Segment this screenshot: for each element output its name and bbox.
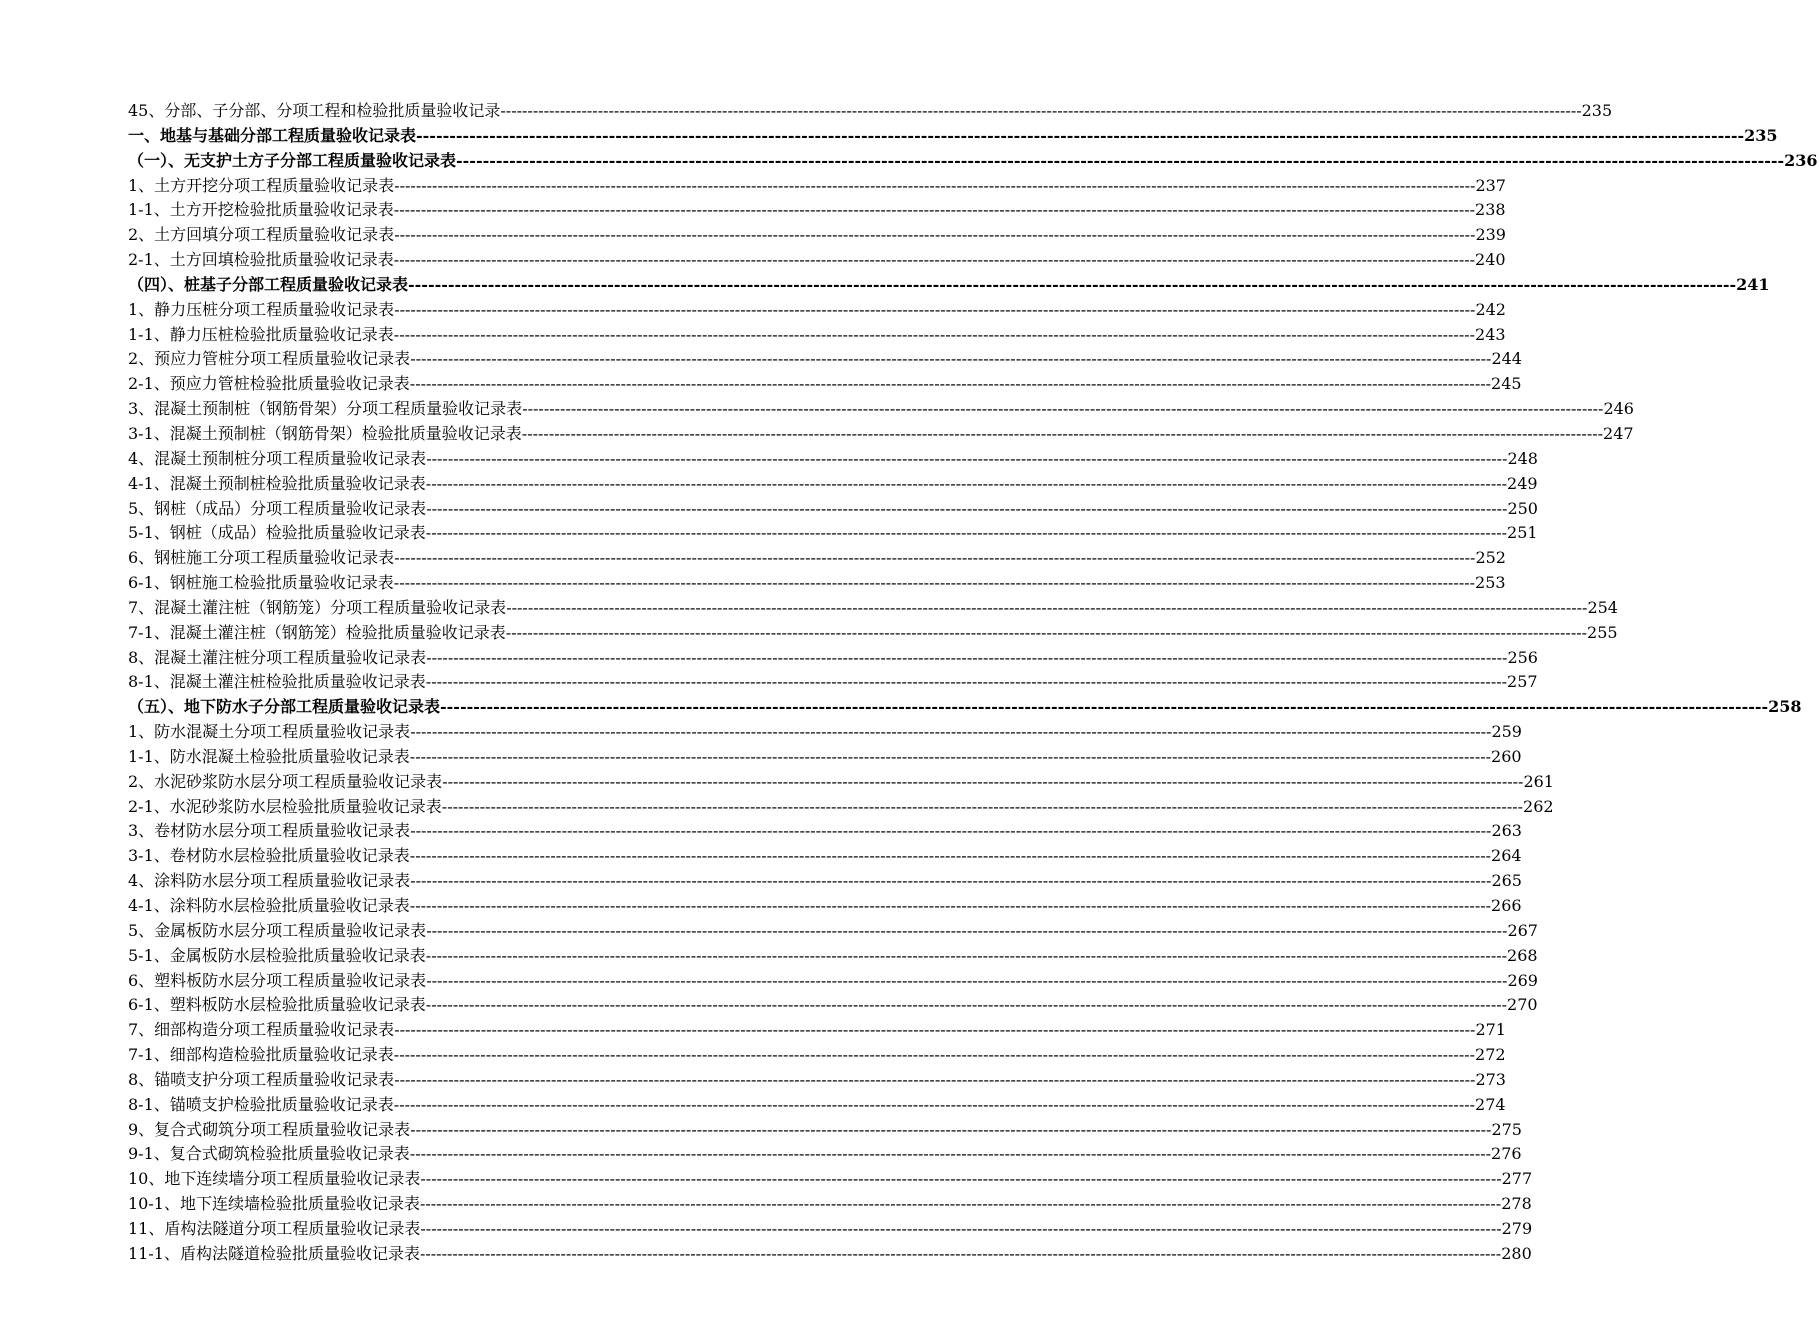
toc-entry[interactable] bbox=[128, 1142, 1522, 1167]
toc-entry-title: 5、钢桩（成品）分项工程质量验收记录表 bbox=[128, 498, 427, 518]
toc-page-number: 254 bbox=[1587, 597, 1618, 617]
toc-leader-dashes: -------------------------------------------------------------------------------------------------------------------------------------------------------------------------------------------------------- bbox=[506, 597, 1588, 617]
toc-entry[interactable] bbox=[128, 969, 1538, 994]
toc-page-number: 263 bbox=[1491, 821, 1522, 841]
toc-leader-dashes: -------------------------------------------------------------------------------------------------------------------------------------------------------------------------------------------------------- bbox=[500, 101, 1582, 120]
toc-entry[interactable] bbox=[128, 447, 1538, 472]
toc-entry-title: 10、地下连续墙分项工程质量验收记录表 bbox=[128, 1169, 421, 1189]
toc-page-number: 236 bbox=[1784, 150, 1818, 170]
toc-entry-title: 6-1、钢桩施工检验批质量验收记录表 bbox=[128, 573, 394, 593]
toc-page-number: 268 bbox=[1507, 945, 1538, 965]
toc-entry[interactable] bbox=[128, 174, 1506, 199]
toc-section-heading[interactable] bbox=[128, 273, 1770, 298]
toc-leader-dashes: -------------------------------------------------------------------------------------------------------------------------------------------------------------------------------------------------------- bbox=[505, 622, 1588, 642]
toc-entry-title: 2、预应力管桩分项工程质量验收记录表 bbox=[128, 349, 411, 369]
toc-page-number: 278 bbox=[1501, 1194, 1532, 1214]
toc-page-number: 245 bbox=[1491, 374, 1522, 394]
toc-entry-title: 9、复合式砌筑分项工程质量验收记录表 bbox=[128, 1119, 411, 1139]
toc-entry-title: 9-1、复合式砌筑检验批质量验收记录表 bbox=[128, 1144, 410, 1164]
toc-page-number: 242 bbox=[1475, 299, 1506, 319]
toc-entry-title: 4-1、涂料防水层检验批质量验收记录表 bbox=[128, 896, 410, 915]
toc-entry-title: 6、塑料板防水层分项工程质量验收记录表 bbox=[128, 970, 427, 990]
toc-entry-title: 45、分部、子分部、分项工程和检验批质量验收记录 bbox=[128, 101, 501, 120]
toc-entry-title: 3、混凝土预制桩（钢筋骨架）分项工程质量验收记录表 bbox=[128, 399, 523, 419]
toc-entry-title: 2、水泥砂浆防水层分项工程质量验收记录表 bbox=[128, 771, 443, 791]
toc-page-number: 269 bbox=[1507, 970, 1538, 990]
toc-leader-dashes: -------------------------------------------------------------------------------------------------------------------------------------------------------------------------------------------------------- bbox=[409, 896, 1492, 915]
toc-entry-title: 1-1、静力压桩检验批质量验收记录表 bbox=[128, 324, 394, 344]
toc-leader-dashes: -------------------------------------------------------------------------------------------------------------------------------------------------------------------------------------------------------- bbox=[408, 274, 1737, 294]
toc-leader-dashes: -------------------------------------------------------------------------------------------------------------------------------------------------------------------------------------------------------- bbox=[425, 995, 1508, 1015]
toc-page-number: 248 bbox=[1507, 448, 1538, 468]
toc-entry[interactable] bbox=[128, 347, 1522, 372]
toc-page-number: 270 bbox=[1507, 995, 1538, 1015]
toc-entry-title: 4-1、混凝土预制桩检验批质量验收记录表 bbox=[128, 473, 426, 493]
toc-page-number: 274 bbox=[1475, 1094, 1506, 1114]
toc-entry[interactable] bbox=[128, 571, 1506, 596]
toc-entry[interactable] bbox=[128, 422, 1634, 447]
toc-entry[interactable] bbox=[128, 1242, 1532, 1267]
toc-leader-dashes: -------------------------------------------------------------------------------------------------------------------------------------------------------------------------------------------------------- bbox=[425, 523, 1508, 543]
toc-entry[interactable] bbox=[128, 99, 1613, 124]
toc-entry-title: 3-1、卷材防水层检验批质量验收记录表 bbox=[128, 846, 410, 866]
toc-entry-title: 1、静力压桩分项工程质量验收记录表 bbox=[128, 299, 395, 319]
toc-page-number: 276 bbox=[1491, 1144, 1522, 1164]
toc-page-number: 267 bbox=[1507, 920, 1538, 940]
toc-entry-title: 10-1、地下连续墙检验批质量验收记录表 bbox=[128, 1194, 420, 1214]
toc-page-number: 239 bbox=[1475, 225, 1506, 245]
toc-entry-title: 4、涂料防水层分项工程质量验收记录表 bbox=[128, 871, 411, 891]
toc-page-number: 256 bbox=[1507, 647, 1538, 667]
toc-page-number: 259 bbox=[1491, 722, 1522, 742]
toc-entry-title: 11-1、盾构法隧道检验批质量验收记录表 bbox=[128, 1243, 420, 1263]
toc-leader-dashes: -------------------------------------------------------------------------------------------------------------------------------------------------------------------------------------------------------- bbox=[394, 548, 1476, 568]
toc-leader-dashes: -------------------------------------------------------------------------------------------------------------------------------------------------------------------------------------------------------- bbox=[393, 200, 1476, 220]
toc-page-number: 240 bbox=[1475, 250, 1506, 270]
toc-entry[interactable] bbox=[128, 770, 1554, 795]
toc-entry[interactable] bbox=[128, 894, 1522, 919]
toc-entry-title: 7、混凝土灌注桩（钢筋笼）分项工程质量验收记录表 bbox=[128, 597, 507, 617]
toc-entry-title: 2、土方回填分项工程质量验收记录表 bbox=[128, 225, 395, 245]
toc-page-number: 265 bbox=[1491, 871, 1522, 891]
toc-entry[interactable] bbox=[128, 919, 1538, 944]
toc-entry-title: 3、卷材防水层分项工程质量验收记录表 bbox=[128, 821, 411, 841]
toc-page-number: 261 bbox=[1523, 771, 1554, 791]
toc-leader-dashes: -------------------------------------------------------------------------------------------------------------------------------------------------------------------------------------------------------- bbox=[416, 125, 1745, 145]
toc-entry[interactable] bbox=[128, 1043, 1506, 1068]
toc-page-number: 237 bbox=[1475, 175, 1506, 195]
toc-leader-dashes: -------------------------------------------------------------------------------------------------------------------------------------------------------------------------------------------------------- bbox=[456, 150, 1785, 170]
toc-leader-dashes: -------------------------------------------------------------------------------------------------------------------------------------------------------------------------------------------------------- bbox=[393, 1045, 1476, 1065]
toc-entry[interactable] bbox=[128, 497, 1538, 522]
toc-leader-dashes: -------------------------------------------------------------------------------------------------------------------------------------------------------------------------------------------------------- bbox=[419, 1243, 1502, 1263]
toc-leader-dashes: -------------------------------------------------------------------------------------------------------------------------------------------------------------------------------------------------------- bbox=[425, 945, 1508, 965]
toc-entry-title: 7、细部构造分项工程质量验收记录表 bbox=[128, 1020, 395, 1040]
toc-page-number: 255 bbox=[1587, 622, 1618, 642]
toc-entry[interactable] bbox=[128, 323, 1506, 348]
toc-entry[interactable] bbox=[128, 869, 1522, 894]
toc-leader-dashes: -------------------------------------------------------------------------------------------------------------------------------------------------------------------------------------------------------- bbox=[426, 970, 1508, 990]
toc-leader-dashes: -------------------------------------------------------------------------------------------------------------------------------------------------------------------------------------------------------- bbox=[410, 821, 1492, 841]
toc-page-number: 252 bbox=[1475, 548, 1506, 568]
toc-leader-dashes: -------------------------------------------------------------------------------------------------------------------------------------------------------------------------------------------------------- bbox=[410, 349, 1492, 369]
toc-page-number: 266 bbox=[1491, 896, 1522, 915]
toc-entry-title: 1-1、土方开挖检验批质量验收记录表 bbox=[128, 200, 394, 220]
toc-leader-dashes: -------------------------------------------------------------------------------------------------------------------------------------------------------------------------------------------------------- bbox=[394, 225, 1476, 245]
toc-entry[interactable] bbox=[128, 819, 1522, 844]
toc-entry[interactable] bbox=[128, 248, 1506, 273]
toc-page-number: 246 bbox=[1603, 399, 1634, 419]
toc-page-number: 247 bbox=[1603, 423, 1634, 443]
toc-leader-dashes: -------------------------------------------------------------------------------------------------------------------------------------------------------------------------------------------------------- bbox=[521, 423, 1604, 443]
toc-page-number: 235 bbox=[1581, 101, 1613, 120]
toc-section-heading[interactable] bbox=[128, 149, 1818, 174]
toc-entry-title: 1、土方开挖分项工程质量验收记录表 bbox=[128, 175, 395, 195]
toc-leader-dashes: -------------------------------------------------------------------------------------------------------------------------------------------------------------------------------------------------------- bbox=[410, 1119, 1492, 1139]
toc-entry-title: 2-1、土方回填检验批质量验收记录表 bbox=[128, 250, 394, 270]
toc-entry-title: 5-1、金属板防水层检验批质量验收记录表 bbox=[128, 945, 426, 965]
toc-entry-title: 6-1、塑料板防水层检验批质量验收记录表 bbox=[128, 995, 426, 1015]
toc-leader-dashes: -------------------------------------------------------------------------------------------------------------------------------------------------------------------------------------------------------- bbox=[522, 399, 1604, 419]
toc-entry[interactable] bbox=[128, 795, 1554, 820]
toc-entry[interactable] bbox=[128, 546, 1506, 571]
toc-entry-title: （五）、地下防水子分部工程质量验收记录表 bbox=[128, 697, 441, 717]
toc-leader-dashes: -------------------------------------------------------------------------------------------------------------------------------------------------------------------------------------------------------- bbox=[393, 250, 1476, 270]
toc-entry[interactable] bbox=[128, 472, 1538, 497]
toc-entry-title: 8、锚喷支护分项工程质量验收记录表 bbox=[128, 1069, 395, 1089]
toc-leader-dashes: -------------------------------------------------------------------------------------------------------------------------------------------------------------------------------------------------------- bbox=[393, 324, 1476, 344]
toc-entry-title: 11、盾构法隧道分项工程质量验收记录表 bbox=[128, 1218, 421, 1238]
toc-entry[interactable] bbox=[128, 1118, 1522, 1143]
toc-page-number: 238 bbox=[1475, 200, 1506, 220]
toc-entry-title: 8-1、锚喷支护检验批质量验收记录表 bbox=[128, 1094, 394, 1114]
toc-page-number: 280 bbox=[1501, 1243, 1532, 1263]
toc-entry[interactable] bbox=[128, 993, 1538, 1018]
toc-entry-title: 5、金属板防水层分项工程质量验收记录表 bbox=[128, 920, 427, 940]
toc-entry[interactable] bbox=[128, 1018, 1506, 1043]
toc-entry-title: 一、地基与基础分部工程质量验收记录表 bbox=[128, 125, 417, 145]
toc-page-number: 260 bbox=[1491, 746, 1522, 766]
toc-entry-title: 7-1、细部构造检验批质量验收记录表 bbox=[128, 1045, 394, 1065]
toc-page-number: 243 bbox=[1475, 324, 1506, 344]
toc-page-number: 262 bbox=[1523, 796, 1554, 816]
toc-leader-dashes: -------------------------------------------------------------------------------------------------------------------------------------------------------------------------------------------------------- bbox=[440, 697, 1769, 717]
toc-leader-dashes: -------------------------------------------------------------------------------------------------------------------------------------------------------------------------------------------------------- bbox=[394, 1020, 1476, 1040]
toc-leader-dashes: -------------------------------------------------------------------------------------------------------------------------------------------------------------------------------------------------------- bbox=[410, 722, 1492, 742]
toc-page-number: 271 bbox=[1475, 1020, 1506, 1040]
toc-entry[interactable] bbox=[128, 1217, 1533, 1242]
toc-page-number: 235 bbox=[1744, 125, 1778, 145]
toc-leader-dashes: -------------------------------------------------------------------------------------------------------------------------------------------------------------------------------------------------------- bbox=[426, 498, 1508, 518]
toc-entry[interactable] bbox=[128, 596, 1618, 621]
toc-leader-dashes: -------------------------------------------------------------------------------------------------------------------------------------------------------------------------------------------------------- bbox=[393, 1094, 1476, 1114]
toc-entry[interactable] bbox=[128, 198, 1506, 223]
toc-page-number: 272 bbox=[1475, 1045, 1506, 1065]
toc-leader-dashes: -------------------------------------------------------------------------------------------------------------------------------------------------------------------------------------------------------- bbox=[426, 448, 1508, 468]
toc-entry[interactable] bbox=[128, 372, 1522, 397]
toc-entry[interactable] bbox=[128, 944, 1538, 969]
toc-leader-dashes: -------------------------------------------------------------------------------------------------------------------------------------------------------------------------------------------------------- bbox=[442, 771, 1524, 791]
toc-leader-dashes: -------------------------------------------------------------------------------------------------------------------------------------------------------------------------------------------------------- bbox=[420, 1218, 1502, 1238]
toc-leader-dashes: -------------------------------------------------------------------------------------------------------------------------------------------------------------------------------------------------------- bbox=[394, 175, 1476, 195]
toc-entry-title: 2-1、水泥砂浆防水层检验批质量验收记录表 bbox=[128, 796, 442, 816]
toc-entry[interactable] bbox=[128, 621, 1618, 646]
toc-page-number: 277 bbox=[1501, 1169, 1533, 1189]
toc-leader-dashes: -------------------------------------------------------------------------------------------------------------------------------------------------------------------------------------------------------- bbox=[419, 1194, 1502, 1214]
toc-page-number: 249 bbox=[1507, 473, 1538, 493]
toc-page-number: 279 bbox=[1501, 1218, 1533, 1238]
toc-leader-dashes: -------------------------------------------------------------------------------------------------------------------------------------------------------------------------------------------------------- bbox=[394, 299, 1476, 319]
toc-page-number: 253 bbox=[1475, 573, 1506, 593]
toc-entry-title: 5-1、钢桩（成品）检验批质量验收记录表 bbox=[128, 523, 426, 543]
toc-entry[interactable] bbox=[128, 1192, 1532, 1217]
toc-entry-title: 2-1、预应力管桩检验批质量验收记录表 bbox=[128, 374, 410, 394]
toc-entry-title: （一）、无支护土方子分部工程质量验收记录表 bbox=[128, 150, 457, 170]
toc-page-number: 250 bbox=[1507, 498, 1538, 518]
toc-entry[interactable] bbox=[128, 670, 1538, 695]
toc-entry[interactable] bbox=[128, 720, 1522, 745]
toc-section-heading[interactable] bbox=[128, 124, 1778, 149]
toc-entry[interactable] bbox=[128, 646, 1538, 671]
toc-page-number: 241 bbox=[1736, 274, 1770, 294]
toc-leader-dashes: -------------------------------------------------------------------------------------------------------------------------------------------------------------------------------------------------------- bbox=[409, 846, 1492, 866]
toc-page-number: 275 bbox=[1491, 1119, 1522, 1139]
toc-entry-title: 6、钢桩施工分项工程质量验收记录表 bbox=[128, 548, 395, 568]
toc-entry[interactable] bbox=[128, 844, 1522, 869]
toc-entry[interactable] bbox=[128, 223, 1506, 248]
toc-entry-title: （四）、桩基子分部工程质量验收记录表 bbox=[128, 274, 409, 294]
toc-page-number: 251 bbox=[1507, 523, 1538, 543]
toc-page-number: 273 bbox=[1475, 1069, 1506, 1089]
toc-leader-dashes: -------------------------------------------------------------------------------------------------------------------------------------------------------------------------------------------------------- bbox=[410, 871, 1492, 891]
toc-entry[interactable] bbox=[128, 521, 1538, 546]
toc-entry[interactable] bbox=[128, 298, 1506, 323]
toc-leader-dashes: -------------------------------------------------------------------------------------------------------------------------------------------------------------------------------------------------------- bbox=[425, 473, 1508, 493]
toc-entry[interactable] bbox=[128, 397, 1634, 422]
toc-entry-title: 8、混凝土灌注桩分项工程质量验收记录表 bbox=[128, 647, 427, 667]
toc-page-number: 264 bbox=[1491, 846, 1522, 866]
toc-leader-dashes: -------------------------------------------------------------------------------------------------------------------------------------------------------------------------------------------------------- bbox=[426, 647, 1508, 667]
toc-leader-dashes: -------------------------------------------------------------------------------------------------------------------------------------------------------------------------------------------------------- bbox=[409, 1144, 1492, 1164]
toc-entry-title: 4、混凝土预制桩分项工程质量验收记录表 bbox=[128, 448, 427, 468]
toc-entry[interactable] bbox=[128, 745, 1522, 770]
toc-leader-dashes: -------------------------------------------------------------------------------------------------------------------------------------------------------------------------------------------------------- bbox=[441, 796, 1524, 816]
toc-entry-title: 7-1、混凝土灌注桩（钢筋笼）检验批质量验收记录表 bbox=[128, 622, 506, 642]
toc-entry-title: 1-1、防水混凝土检验批质量验收记录表 bbox=[128, 746, 410, 766]
toc-leader-dashes: -------------------------------------------------------------------------------------------------------------------------------------------------------------------------------------------------------- bbox=[420, 1169, 1502, 1189]
toc-leader-dashes: -------------------------------------------------------------------------------------------------------------------------------------------------------------------------------------------------------- bbox=[393, 573, 1476, 593]
toc-page-number: 244 bbox=[1491, 349, 1522, 369]
toc-entry-title: 1、防水混凝土分项工程质量验收记录表 bbox=[128, 722, 411, 742]
toc-leader-dashes: -------------------------------------------------------------------------------------------------------------------------------------------------------------------------------------------------------- bbox=[394, 1069, 1476, 1089]
toc-entry-title: 8-1、混凝土灌注桩检验批质量验收记录表 bbox=[128, 672, 426, 692]
toc-leader-dashes: -------------------------------------------------------------------------------------------------------------------------------------------------------------------------------------------------------- bbox=[426, 920, 1508, 940]
toc-page-number: 258 bbox=[1768, 697, 1802, 717]
toc-leader-dashes: -------------------------------------------------------------------------------------------------------------------------------------------------------------------------------------------------------- bbox=[425, 672, 1508, 692]
toc-entry[interactable] bbox=[128, 1167, 1533, 1192]
toc-section-heading[interactable] bbox=[128, 695, 1802, 720]
toc-page-number: 257 bbox=[1507, 672, 1538, 692]
toc-entry-title: 3-1、混凝土预制桩（钢筋骨架）检验批质量验收记录表 bbox=[128, 423, 522, 443]
toc-leader-dashes: -------------------------------------------------------------------------------------------------------------------------------------------------------------------------------------------------------- bbox=[409, 374, 1492, 394]
table-of-contents bbox=[128, 99, 1818, 1267]
toc-leader-dashes: -------------------------------------------------------------------------------------------------------------------------------------------------------------------------------------------------------- bbox=[409, 746, 1492, 766]
toc-entry[interactable] bbox=[128, 1068, 1506, 1093]
toc-entry[interactable] bbox=[128, 1093, 1506, 1118]
